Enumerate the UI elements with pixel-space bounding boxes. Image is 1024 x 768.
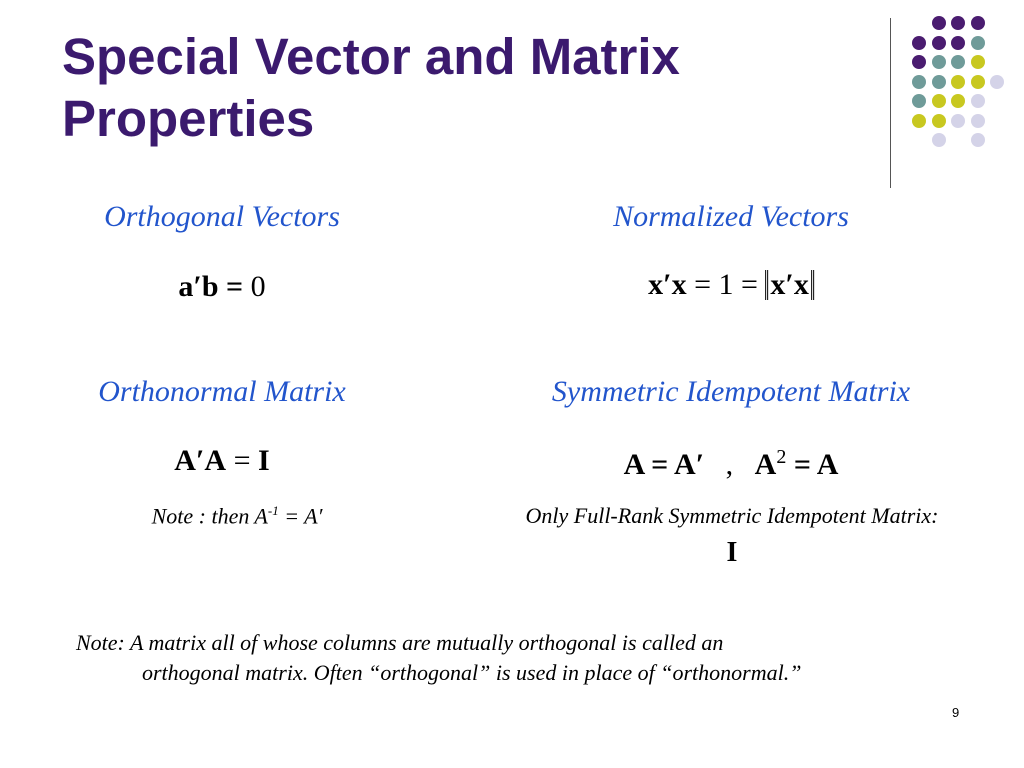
equation-normalized	[648, 268, 814, 302]
expr-xpx: x′x	[648, 268, 687, 301]
decorative-dot	[932, 36, 946, 50]
decorative-dot	[990, 75, 1004, 89]
decorative-dot	[932, 94, 946, 108]
equation-orthonormal	[174, 444, 269, 478]
equation-orthogonal	[178, 270, 265, 304]
decorative-dot	[912, 75, 926, 89]
decorative-dot	[971, 94, 985, 108]
equals-A: = A	[786, 448, 839, 481]
decorative-dot	[932, 133, 946, 147]
decorative-dot	[932, 114, 946, 128]
var-b: b	[201, 270, 219, 303]
decorative-dot	[971, 114, 985, 128]
decorative-dot	[912, 55, 926, 69]
note-orthonormal	[152, 503, 323, 529]
decorative-dot	[912, 36, 926, 50]
base-A: A	[754, 448, 777, 481]
decorative-dot	[951, 75, 965, 89]
decorative-dot	[932, 55, 946, 69]
comma: ,	[718, 448, 741, 481]
decorative-dot	[912, 94, 926, 108]
slide-title-line1: Special Vector and Matrix	[62, 28, 680, 85]
bottom-note	[76, 628, 1006, 688]
identity-I-result: I	[726, 537, 738, 568]
heading-orthonormal-matrix: Orthonormal Matrix	[98, 375, 346, 408]
note-symmetric-idempotent: Only Full-Rank Symmetric Idempotent Matrix:	[525, 503, 939, 528]
expr-apa: A′A	[174, 444, 227, 477]
note-sup: -1	[267, 503, 279, 518]
decorative-dot	[971, 55, 985, 69]
prime: ′	[193, 270, 202, 303]
decorative-dot	[951, 36, 965, 50]
expr-a-eq-ap: A = A′	[623, 448, 705, 481]
bottom-note-line1: Note: A matrix all of whose columns are mutually orthogonal is called an	[76, 630, 724, 655]
slide-title	[62, 26, 862, 150]
bottom-note-line2: orthogonal matrix. Often “orthogonal” is used in place of “orthonormal.”	[142, 660, 802, 685]
decorative-dot	[951, 16, 965, 30]
var-a: a	[178, 270, 194, 303]
page-number: 9	[952, 705, 960, 720]
note-suffix: = A′	[278, 503, 323, 529]
decorative-dot	[932, 75, 946, 89]
heading-orthogonal-vectors: Orthogonal Vectors	[104, 200, 340, 233]
exponent-2: 2	[776, 446, 787, 468]
divider-line	[890, 18, 891, 188]
decorative-dot	[951, 114, 965, 128]
slide-title-line2: Properties	[62, 90, 315, 147]
norm-expr: x′x	[765, 270, 813, 300]
decorative-dot	[932, 16, 946, 30]
equals: =	[226, 444, 259, 477]
decorative-dot	[971, 16, 985, 30]
equation-symmetric-idempotent	[624, 446, 839, 482]
decorative-dot	[912, 114, 926, 128]
heading-normalized-vectors: Normalized Vectors	[613, 200, 849, 233]
decorative-dot	[971, 133, 985, 147]
zero: 0	[250, 270, 266, 303]
equals: =	[218, 270, 251, 303]
note-prefix: Note : then A	[151, 503, 268, 529]
decorative-dot	[971, 36, 985, 50]
decorative-dot	[951, 94, 965, 108]
decorative-dot	[971, 75, 985, 89]
equals-one-equals: = 1 =	[686, 268, 766, 301]
heading-symmetric-idempotent: Symmetric Idempotent Matrix	[551, 375, 911, 408]
identity-I: I	[258, 444, 270, 477]
decorative-dot	[951, 55, 965, 69]
